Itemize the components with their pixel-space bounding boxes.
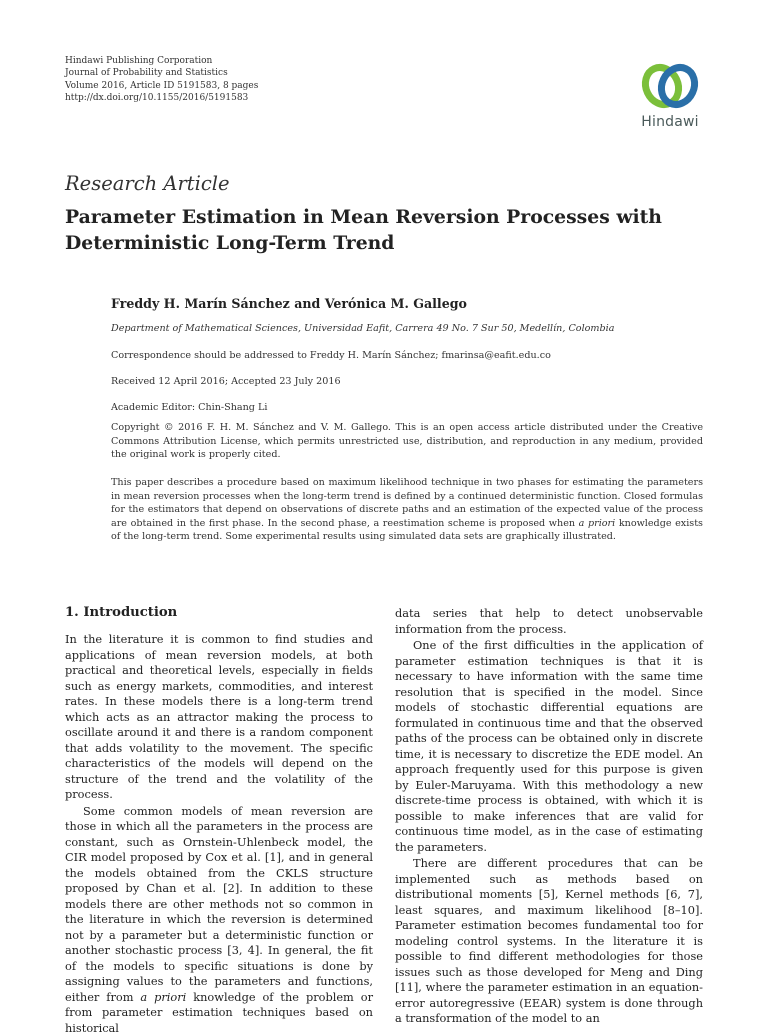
- journal-header: [65, 55, 258, 105]
- left-column: [65, 632, 373, 1036]
- hindawi-logo-icon: [638, 60, 702, 112]
- academic-editor: Academic Editor: Chin-Shang Li: [111, 402, 267, 413]
- paper-title: [65, 204, 705, 256]
- doi-link[interactable]: http://dx.doi.org/10.1155/2016/5191583: [65, 92, 258, 104]
- article-type: Research Article: [65, 172, 230, 195]
- section-heading: 1. Introduction: [65, 605, 177, 620]
- paragraph-text: knowledge of the problem or from parameter estimation techniques based on historical: [65, 990, 373, 1035]
- journal-name: Journal of Probability and Statistics: [65, 67, 258, 79]
- paragraph: data series that help to detect unobservable information from the process.: [395, 606, 703, 637]
- paragraph: [65, 804, 373, 1036]
- volume-info: Volume 2016, Article ID 5191583, 8 pages: [65, 80, 258, 92]
- abstract-text-1: This paper describes a procedure based on maximum likelihood technique in two phases for estimating the parameters in mean reversion processes when the long-term trend is defined by a continued deterministic function. Closed formulas for the estimators that depend on observations of discrete paths and an estimation of the expected value of the process are obtained in the first phase. In the second phase, a reestimation scheme is proposed when: [111, 477, 703, 529]
- title-line-2: Deterministic Long-Term Trend: [65, 230, 705, 256]
- hindawi-logo: [632, 60, 708, 138]
- paragraph-italic: a priori: [140, 990, 186, 1004]
- abstract-italic: a priori: [579, 518, 616, 529]
- copyright-notice: Copyright © 2016 F. H. M. Sánchez and V. M. Gallego. This is an open access article distributed under the Creative Commons Attribution License, which permits unrestricted use, distribution, and reproduction in any medium, provided the original work is properly cited.: [111, 421, 703, 462]
- affiliation: Department of Mathematical Sciences, Universidad Eafit, Carrera 49 No. 7 Sur 50, Medellín, Colombia: [111, 323, 614, 334]
- paragraph-text: Some common models of mean reversion are those in which all the parameters in the process are constant, such as Ornstein-Uhlenbeck model, the CIR model proposed by Cox et al. [1], and in general the models obtained from the CKLS structure proposed by Chan et al. [2]. In addition to these models there are other methods not so common in the literature in which the reversion is determined not by a parameter but a deterministic function or another stochastic process [3, 4]. In general, the fit of the models to specific situations is done by assigning values to the parameters and functions, either from: [65, 804, 373, 1004]
- received-dates: Received 12 April 2016; Accepted 23 July 2016: [111, 376, 341, 387]
- paragraph: In the literature it is common to find studies and applications of mean reversion models, at both practical and theoretical levels, especially in fields such as energy markets, commodities, and interest rates. In these models there is a long-term trend which acts as an attractor making the process to oscillate around it and there is a random component that adds volatility to the movement. The specific characteristics of the models will depend on the structure of the trend and the volatility of the process.: [65, 632, 373, 803]
- paragraph: There are different procedures that can be implemented such as methods based on distributional moments [5], Kernel methods [6, 7], least squares, and maximum likelihood [8–10]. Parameter estimation becomes fundamental too for modeling control systems. In the literature it is possible to find different methodologies for those issues such as those developed for Meng and Ding [11], where the parameter estimation in an equation-error autoregressive (EEAR) system is done through a transformation of the model to an: [395, 856, 703, 1027]
- abstract-text-2: knowledge exists of the long-term trend. Some experimental results using simulated data sets are graphically illustrated.: [111, 518, 703, 543]
- correspondence: Correspondence should be addressed to Freddy H. Marín Sánchez; fmarinsa@eafit.edu.co: [111, 350, 551, 361]
- author-list: Freddy H. Marín Sánchez and Verónica M. Gallego: [111, 296, 467, 311]
- title-line-1: Parameter Estimation in Mean Reversion Processes with: [65, 204, 705, 230]
- publisher-name: Hindawi Publishing Corporation: [65, 55, 258, 67]
- abstract: [111, 476, 703, 544]
- paragraph: One of the first difficulties in the application of parameter estimation techniques is that it is necessary to have information with the same time resolution that is specified in the model. Since models of stochastic differential equations are formulated in continuous time and that the observed paths of the process can be obtained only in discrete time, it is necessary to discretize the EDE model. An approach frequently used for this purpose is given by Euler-Maruyama. With this methodology a new discrete-time process is obtained, with which it is possible to make inferences that are valid for continuous time model, as in the case of estimating the parameters.: [395, 638, 703, 855]
- logo-wordmark: Hindawi: [632, 114, 708, 130]
- right-column: [395, 606, 703, 1027]
